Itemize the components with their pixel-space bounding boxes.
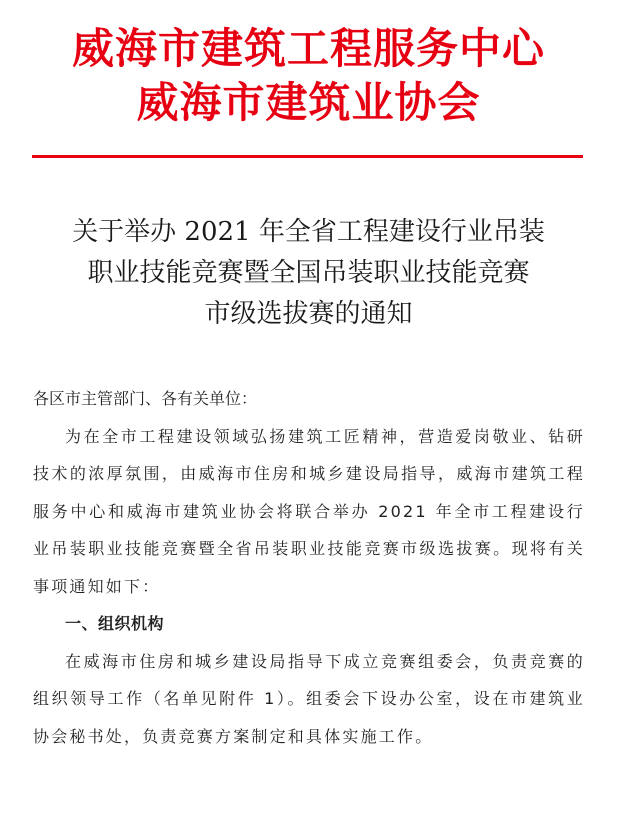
red-divider-line <box>32 155 583 158</box>
notice-body <box>33 380 585 755</box>
section-heading-organization: 一、组织机构 <box>65 614 165 633</box>
notice-title-line-1: 关于举办 2021 年全省工程建设行业吊装 <box>72 217 545 247</box>
issuing-org-name-1: 威海市建筑工程服务中心 <box>71 24 545 73</box>
issuing-organizations-header <box>0 22 617 130</box>
notice-title-line-2: 职业技能竞赛暨全国吊装职业技能竞赛 <box>87 258 530 288</box>
intro-paragraph: 为在全市工程建设领域弘扬建筑工匠精神，营造爱岗敬业、钻研技术的浓厚氛围，由威海市住房和城乡建设局指导，威海市建筑工程服务中心和威海市建筑业协会将联合举办 2021 年全市工程建设行业吊装职业技能竞赛暨全省吊装职业技能竞赛市级选拔赛。现将有关事项通知如下： <box>33 426 585 596</box>
issuing-org-name-2: 威海市建筑业协会 <box>136 78 481 127</box>
notice-title-line-3: 市级选拔赛的通知 <box>204 299 413 329</box>
organization-paragraph: 在威海市住房和城乡建设局指导下成立竞赛组委会，负责竞赛的组织领导工作（名单见附件 1）。组委会下设办公室，设在市建筑业协会秘书处，负责竞赛方案制定和具体实施工作。 <box>33 651 585 746</box>
salutation: 各区市主管部门、各有关单位： <box>33 389 258 408</box>
notice-title <box>0 212 617 335</box>
